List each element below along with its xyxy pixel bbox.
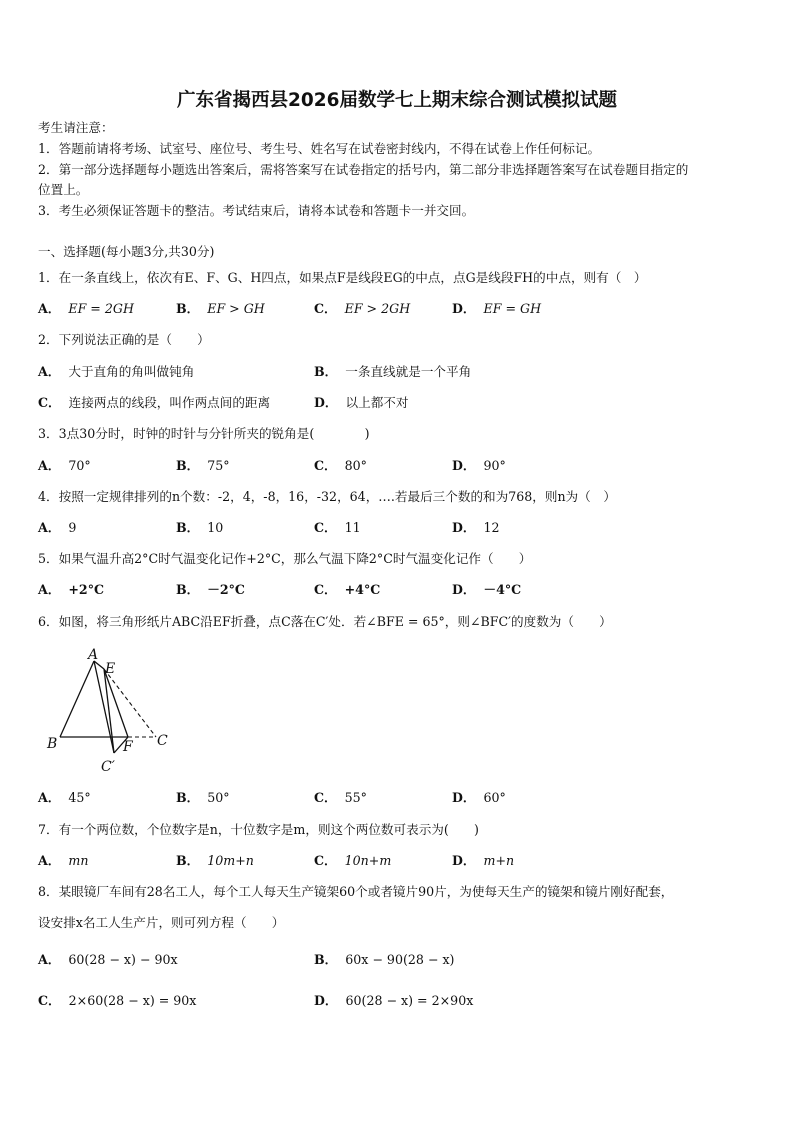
option-a: A． mn	[38, 853, 89, 868]
question-stem: 8．某眼镜厂车间有28名工人，每个工人每天生产镜架60个或者镜片90片，为使每天生产的镜架和镜片刚好配套，	[38, 884, 674, 899]
option-d: D． 90°	[452, 458, 506, 473]
option-a: A． 大于直角的角叫做钝角	[38, 364, 195, 379]
page-title: 广东省揭西县2026届数学七上期末综合测试模拟试题	[177, 90, 617, 111]
question-stem: 4．按照一定规律排列的n个数：-2，4，-8，16，-32，64，….若最后三个数的和为768，则n为（ ）	[38, 489, 616, 504]
option-d: D． 60(28 − x) = 2×90x	[314, 993, 474, 1008]
option-a: A． 60(28 − x) − 90x	[38, 952, 178, 967]
option-a: A． 9	[38, 520, 77, 535]
label-b: B	[47, 736, 58, 752]
option-c: C． 10n+m	[314, 853, 392, 868]
notice-item: 1．答题前请将考场、试室号、座位号、考生号、姓名写在试卷密封线内，不得在试卷上作任何标记。	[38, 141, 601, 156]
option-b: B． 75°	[176, 458, 230, 473]
option-c: C． 连接两点的线段，叫作两点间的距离	[38, 395, 271, 410]
label-c: C	[157, 733, 168, 749]
option-c: C． EF > 2GH	[314, 301, 411, 316]
option-a: A． 45°	[38, 790, 91, 805]
option-c: C． 2×60(28 − x) = 90x	[38, 993, 197, 1008]
option-a: A． +2°C	[38, 582, 105, 597]
section-heading: 一、选择题(每小题3分,共30分)	[38, 244, 215, 259]
label-a: A	[88, 647, 99, 663]
question-stem: 设安排x名工人生产片，则可列方程（ ）	[38, 915, 285, 930]
segment-ec-dashed	[104, 669, 156, 737]
question-stem: 1．在一条直线上，依次有E、F、G、H四点，如果点F是线段EG的中点，点G是线段FH的中点，则有（ ）	[38, 270, 647, 285]
option-b: B． 10	[176, 520, 224, 535]
option-b: B． 10m+n	[176, 853, 254, 868]
option-b: B． 一条直线就是一个平角	[314, 364, 472, 379]
notice-item: 3．考生必须保证答题卡的整洁。考试结束后，请将本试卷和答题卡一并交回。	[38, 203, 475, 218]
triangle-fold-figure	[44, 647, 174, 777]
option-a: A． 70°	[38, 458, 91, 473]
option-d: D． m+n	[452, 853, 515, 868]
option-d: D． －4°C	[452, 582, 522, 597]
option-b: B． 50°	[176, 790, 230, 805]
option-c: C． 11	[314, 520, 361, 535]
question-stem: 5．如果气温升高2°C时气温变化记作+2°C，那么气温下降2°C时气温变化记作（ ）	[38, 551, 532, 566]
question-stem: 3．3点30分时，时钟的时针与分针所夹的锐角是( )	[38, 426, 370, 441]
question-stem: 7．有一个两位数，个位数字是n，十位数字是m，则这个两位数可表示为( )	[38, 822, 479, 837]
segment-ab	[60, 661, 94, 737]
notice-heading: 考生请注意：	[38, 120, 114, 135]
label-c-prime: C′	[101, 759, 115, 775]
option-b: B． －2°C	[176, 582, 245, 597]
option-d: D． 以上都不对	[314, 395, 409, 410]
notice-item: 位置上。	[38, 182, 89, 197]
label-f: F	[123, 739, 133, 755]
option-d: D． 12	[452, 520, 500, 535]
option-b: B． 60x − 90(28 − x)	[314, 952, 455, 967]
option-c: C． +4°C	[314, 582, 381, 597]
option-a: A． EF = 2GH	[38, 301, 134, 316]
question-stem: 6．如图，将三角形纸片ABC沿EF折叠，点C落在C′处．若∠BFE = 65°，则∠BFC′的度数为（ ）	[38, 614, 612, 629]
option-d: D． EF = GH	[452, 301, 542, 316]
question-stem: 2．下列说法正确的是（ ）	[38, 332, 210, 347]
option-c: C． 80°	[314, 458, 367, 473]
label-e: E	[105, 661, 116, 677]
notice-item: 2．第一部分选择题每小题选出答案后，需将答案写在试卷指定的括号内，第二部分非选择题答案写在试卷题目指定的	[38, 162, 689, 177]
option-b: B． EF > GH	[176, 301, 265, 316]
option-d: D． 60°	[452, 790, 506, 805]
option-c: C． 55°	[314, 790, 367, 805]
